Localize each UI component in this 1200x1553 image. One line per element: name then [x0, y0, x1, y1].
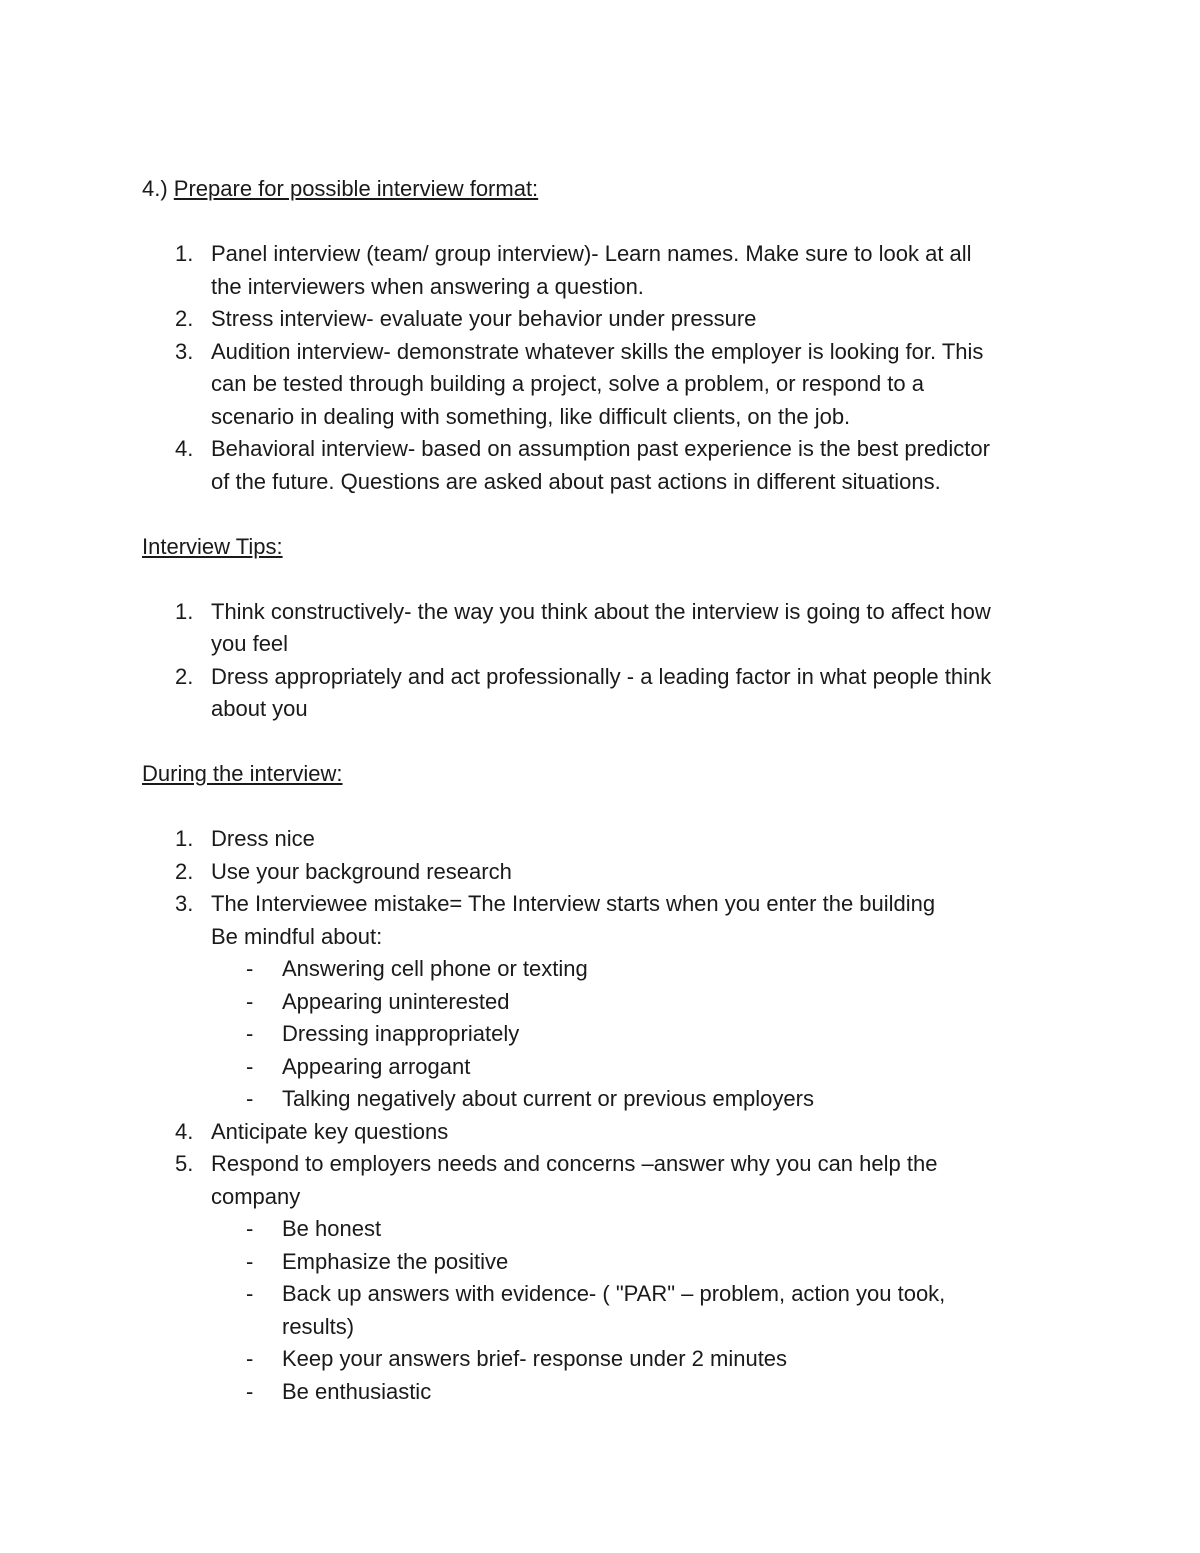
interview-tips-list [142, 596, 1062, 726]
section-heading-interview-tips [142, 531, 1062, 564]
bullet-dash: - [246, 1378, 254, 1404]
bullet-line: Talking negatively about current or previous employers [282, 1086, 814, 1111]
list-item [142, 823, 1062, 856]
bullet-item [142, 1213, 1062, 1246]
list-item-line: scenario in dealing with something, like difficult clients, on the job. [211, 403, 851, 429]
bullet-item [142, 1051, 1062, 1084]
bullet-item [142, 1376, 1062, 1409]
list-number: 3. [175, 891, 194, 916]
list-number: 2. [175, 858, 194, 884]
list-item [142, 856, 1062, 889]
list-item-line: can be tested through building a project, solve a problem, or respond to a [211, 371, 925, 396]
bullet-item [142, 1278, 1062, 1343]
list-item-line: Anticipate key questions [211, 1118, 449, 1144]
heading-prefix: 4.) [142, 176, 174, 201]
list-item-line: The Interviewee mistake= The Interview starts when you enter the building [211, 891, 936, 916]
list-number: 2. [175, 306, 194, 331]
bullet-dash: - [246, 1248, 254, 1274]
list-number: 4. [175, 1118, 194, 1144]
heading-title: During the interview: [142, 761, 343, 786]
bullet-line: Answering cell phone or texting [282, 956, 588, 981]
bullet-line: Appearing uninterested [282, 988, 510, 1014]
bullet-item [142, 953, 1062, 986]
document-content [142, 173, 1062, 1408]
bullet-item [142, 986, 1062, 1019]
bullet-line: Emphasize the positive [282, 1248, 509, 1274]
list-item-line: company [211, 1183, 301, 1209]
bullet-line: Dressing inappropriately [282, 1021, 520, 1046]
list-number: 1. [175, 826, 194, 851]
bullet-dash: - [246, 1346, 254, 1371]
list-item [142, 433, 1062, 498]
bullet-dash: - [246, 1216, 254, 1241]
list-item-line: Be mindful about: [211, 923, 383, 949]
list-item-line: of the future. Questions are asked about past actions in different situations. [211, 468, 941, 494]
list-item [142, 238, 1062, 303]
list-item-line: you feel [211, 631, 289, 656]
bullet-line: Keep your answers brief- response under 2 minutes [282, 1346, 788, 1371]
list-item-line: Audition interview- demonstrate whatever skills the employer is looking for. This [211, 338, 984, 364]
bullet-item [142, 1246, 1062, 1279]
list-number: 4. [175, 436, 194, 461]
list-item-line: Respond to employers needs and concerns –answer why you can help the [211, 1151, 938, 1176]
list-item [142, 661, 1062, 726]
list-item-line: Panel interview (team/ group interview)- Learn names. Make sure to look at all [211, 241, 972, 266]
bullet-dash: - [246, 1021, 254, 1046]
heading-title: Interview Tips: [142, 533, 283, 559]
bullet-dash: - [246, 1053, 254, 1079]
section-heading-during-interview [142, 758, 1062, 791]
list-number: 1. [175, 241, 194, 266]
list-item [142, 303, 1062, 336]
list-item-line: Dress appropriately and act professionally - a leading factor in what people think [211, 663, 992, 689]
heading-title: Prepare for possible interview format: [173, 176, 539, 201]
list-item [142, 336, 1062, 434]
list-item-line: Behavioral interview- based on assumption past experience is the best predictor [211, 436, 990, 461]
list-item [142, 888, 1062, 953]
bullet-line: Be honest [282, 1216, 382, 1241]
list-item-line: the interviewers when answering a question. [211, 273, 644, 299]
bullet-item [142, 1018, 1062, 1051]
list-number: 1. [175, 598, 194, 624]
bullet-dash: - [246, 1086, 254, 1111]
list-item-line: Stress interview- evaluate your behavior under pressure [211, 306, 757, 331]
list-item-line: Think constructively- the way you think about the interview is going to affect how [211, 598, 991, 624]
list-item [142, 596, 1062, 661]
list-item-line: Dress nice [211, 826, 315, 851]
list-item-line: Use your background research [211, 858, 512, 884]
bullet-dash: - [246, 956, 254, 981]
section-heading-interview-format [142, 173, 1062, 206]
bullet-item [142, 1083, 1062, 1116]
list-item-line: about you [211, 696, 308, 721]
bullet-line: results) [282, 1313, 355, 1339]
bullet-dash: - [246, 1281, 254, 1306]
bullet-dash: - [246, 988, 254, 1014]
list-number: 2. [175, 663, 194, 689]
interview-format-list [142, 238, 1062, 498]
bullet-item [142, 1343, 1062, 1376]
list-item [142, 1148, 1062, 1213]
bullet-line: Be enthusiastic [282, 1378, 432, 1404]
bullet-line: Appearing arrogant [282, 1053, 471, 1079]
bullet-line: Back up answers with evidence- ( "PAR" – problem, action you took, [282, 1281, 946, 1306]
list-number: 5. [175, 1151, 194, 1176]
during-interview-list [142, 823, 1062, 1408]
list-item [142, 1116, 1062, 1149]
list-number: 3. [175, 338, 194, 364]
